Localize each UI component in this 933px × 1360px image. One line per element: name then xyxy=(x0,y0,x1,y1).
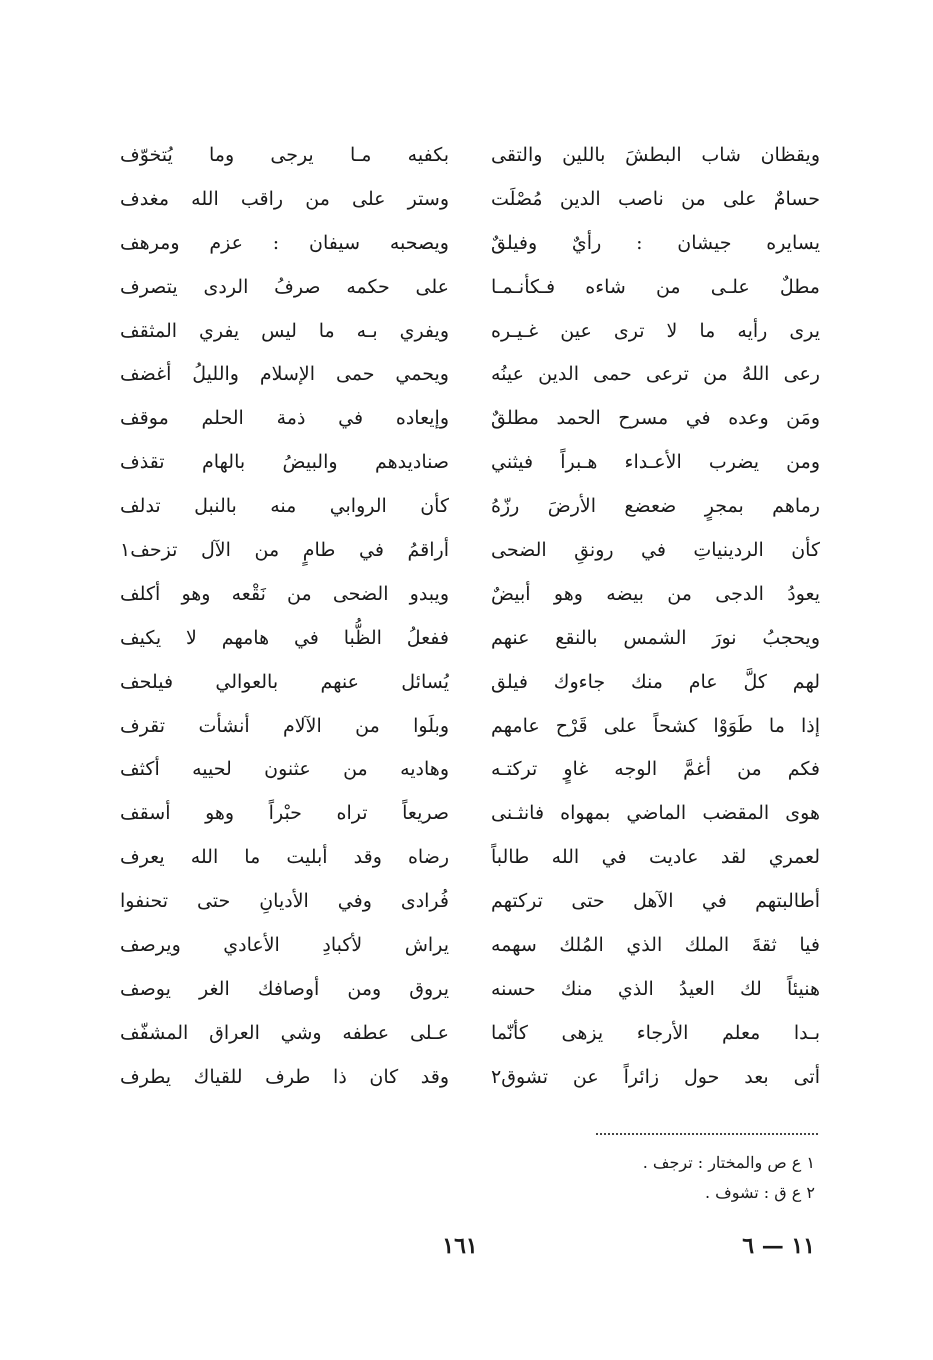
verse-line: وهاديه من عثنون لحييه أكثف xyxy=(120,758,449,781)
verse-line: أطالبتهم في الآهل حتى تركتهم xyxy=(491,890,820,913)
verse-line: يُسائل عنهم بالعوالي فيلحف xyxy=(120,670,449,693)
signature-mark: ١١ — ٦ xyxy=(742,1233,815,1259)
footnote-divider xyxy=(596,1133,818,1135)
verse-line: رعى اللهُ من ترعى حمى الدين عينُه xyxy=(491,363,820,386)
verse-line: وإيعاده في ذمة الحلم موقف xyxy=(120,407,449,430)
footnotes xyxy=(415,1148,815,1208)
verse-line: بكفيه مـا يرجى وما يُتخوّف xyxy=(120,144,449,166)
verse-line: أراقمُ في طامٍ من الآل تزحف١ xyxy=(120,539,449,562)
verse-line: رماهم بمجرٍ ضعضع الأرضَ رزّهُ xyxy=(491,495,820,518)
verse-line: ويقظان شاب البطشَ باللين والتقى xyxy=(491,144,820,166)
verse-line: يسايره جيشان : رأيٌ وفيلقٌ xyxy=(491,231,820,254)
verse-line: يروق ومن أوصافك الغر يوصف xyxy=(120,977,449,1000)
verse-line: ومَن وعده في مسرح الحمد مطلقٌ xyxy=(491,407,820,430)
verse-line: إذا ما طَوَوْا كشحاً على قَرْح عامهم xyxy=(491,714,820,737)
verse-line: فكم من أغمَّ الوجه غاوٍ تركتـه xyxy=(491,758,820,781)
verse-line: لهم كلَّ عام منك جاءوك فيلق xyxy=(491,670,820,693)
poem xyxy=(120,134,820,1100)
footnote-2: ٢ ع ق : تشوف . xyxy=(704,1183,815,1202)
page-number: ١٦١ xyxy=(442,1233,478,1259)
poem-column-left xyxy=(120,134,449,1100)
verse-line: لعمري لقد عاديت في الله طالباً xyxy=(491,846,820,869)
verse-line: هنيئاً لك العيدُ الذي منك حسنه xyxy=(491,977,820,1000)
verse-line: ويفري بـه ما ليس يفري المثقف xyxy=(120,319,449,342)
footnote-1: ١ ع ص والمختار : ترجف . xyxy=(642,1153,815,1172)
verse-line: كأن الردينياتِ في رونقِ الضحى xyxy=(491,539,820,562)
verse-line: ففعلُ الظُّبا في هامهم لا يكيف xyxy=(120,626,449,649)
verse-line: ويحمي حمى الإسلام والليلُ أغضف xyxy=(120,363,449,386)
verse-line: ومن يضرب الأعـداء هـبراً فيثني xyxy=(491,451,820,474)
verse-line: ويحجبُ نورَ الشمس بالنقع عنهم xyxy=(491,626,820,649)
verse-line: هوى المقضب الماضي بمهواه فانثـنى xyxy=(491,802,820,825)
verse-line: بـدا معلم الأرجاء يزهى كأنّما xyxy=(491,1021,820,1044)
verse-line: عـلى عطفه وشي العراق المشفّف xyxy=(120,1021,449,1044)
verse-line: صناديدهم والبيضُ بالهام تقذف xyxy=(120,451,449,474)
verse-line: صريعاً تراه حبْراً وهو أسقف xyxy=(120,802,449,825)
verse-line: وبلَوا من الآلام أنشأت تقرف xyxy=(120,714,449,737)
verse-line: كأن الروابي منه بالنبل تدلف xyxy=(120,495,449,518)
verse-line: وقد كان ذا طرف للقياك يطرف xyxy=(120,1065,449,1088)
verse-line: رضاه وقد أبليت ما الله يعرف xyxy=(120,846,449,869)
verse-line: أتى بعد حول زائراً عن تشوق٢ xyxy=(491,1065,820,1088)
verse-line: يراش لأكبادِ الأعادي ويرصف xyxy=(120,934,449,957)
poem-column-right xyxy=(491,134,820,1100)
verse-line: فيا ثقةَ الملك الذي المُلك سهمه xyxy=(491,934,820,957)
verse-line: حسامٌ على من ناصب الدين مُصْلَت xyxy=(491,187,820,210)
verse-line: وستر على من راقب الله مغدف xyxy=(120,187,449,210)
verse-line: ويبدو الضحى من نَقْعه وهو أكلف xyxy=(120,582,449,605)
verse-line: على حكمه صرفُ الردى يتصرف xyxy=(120,275,449,298)
verse-line: مطلٌ علـى من شاءه فـكأنـمـا xyxy=(491,275,820,298)
verse-line: يرى رأيه ما لا ترى عين غـيـره xyxy=(491,319,820,342)
verse-line: ويصحبه سيفان : عزم ومرهف xyxy=(120,231,449,254)
verse-line: فُرادى وفي الأديانِ حتى تحنفوا xyxy=(120,890,449,913)
verse-line: يعودُ الدجى من بيضه وهو أبيضٌ xyxy=(491,582,820,605)
